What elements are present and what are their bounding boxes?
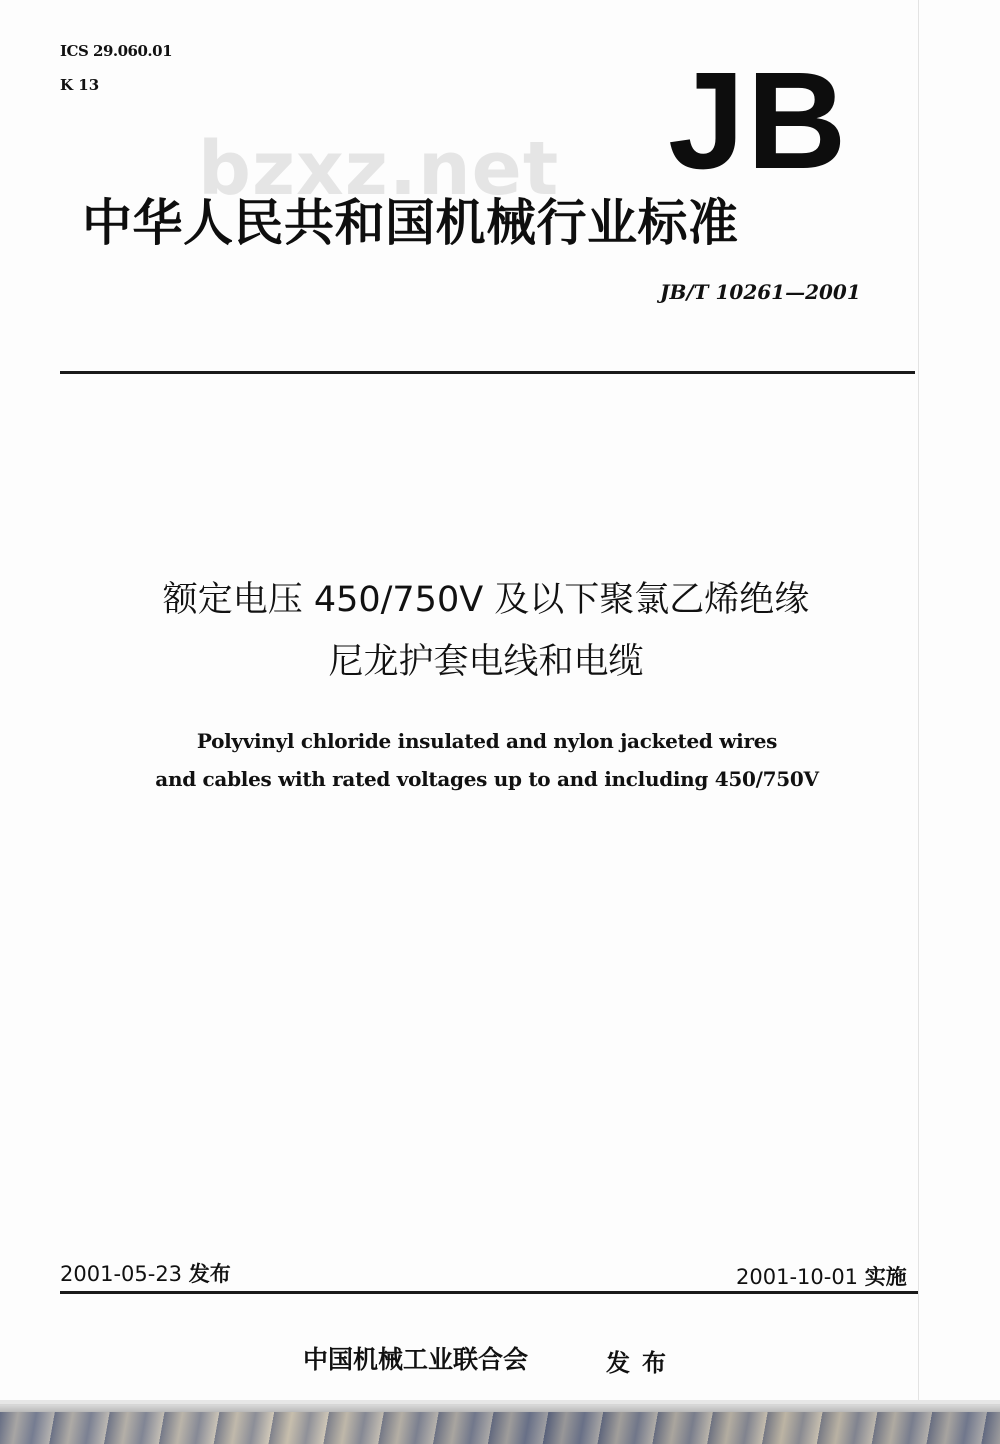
document-title-en-line-2: and cables with rated voltages up to and including 450/750V [155, 767, 819, 791]
top-divider [60, 371, 915, 374]
publisher-name: 中国机械工业联合会 [303, 1345, 529, 1374]
watermark: bzxz.net [198, 126, 560, 212]
document-title-en-line-1: Polyvinyl chloride insulated and nylon jacketed wires [196, 729, 778, 753]
implementation-date [736, 1261, 907, 1291]
implementation-date-value: 2001-10-01 [736, 1265, 859, 1289]
implementation-date-label: 实施 [864, 1265, 907, 1289]
document-title-cn-line-2: 尼龙护套电线和电缆 [328, 642, 644, 682]
ics-code: ICS 29.060.01 [60, 42, 173, 60]
standard-number: JB/T 10261—2001 [660, 280, 861, 304]
standard-series-title: 中华人民共和国机械行业标准 [82, 194, 739, 252]
issue-date [60, 1258, 231, 1288]
scan-bottom-edge [0, 1400, 1000, 1404]
bottom-divider [60, 1291, 918, 1294]
issue-date-label: 发布 [188, 1262, 231, 1286]
scan-bottom-photo-strip [0, 1412, 1000, 1444]
scan-edge [918, 0, 919, 1400]
publisher-action: 发布 [606, 1349, 678, 1377]
document-title-cn-line-1: 额定电压 450/750V 及以下聚氯乙烯绝缘 [162, 580, 810, 620]
issue-date-value: 2001-05-23 [60, 1262, 183, 1286]
classification-code: K 13 [60, 76, 100, 94]
jb-logo: JB [668, 44, 849, 198]
